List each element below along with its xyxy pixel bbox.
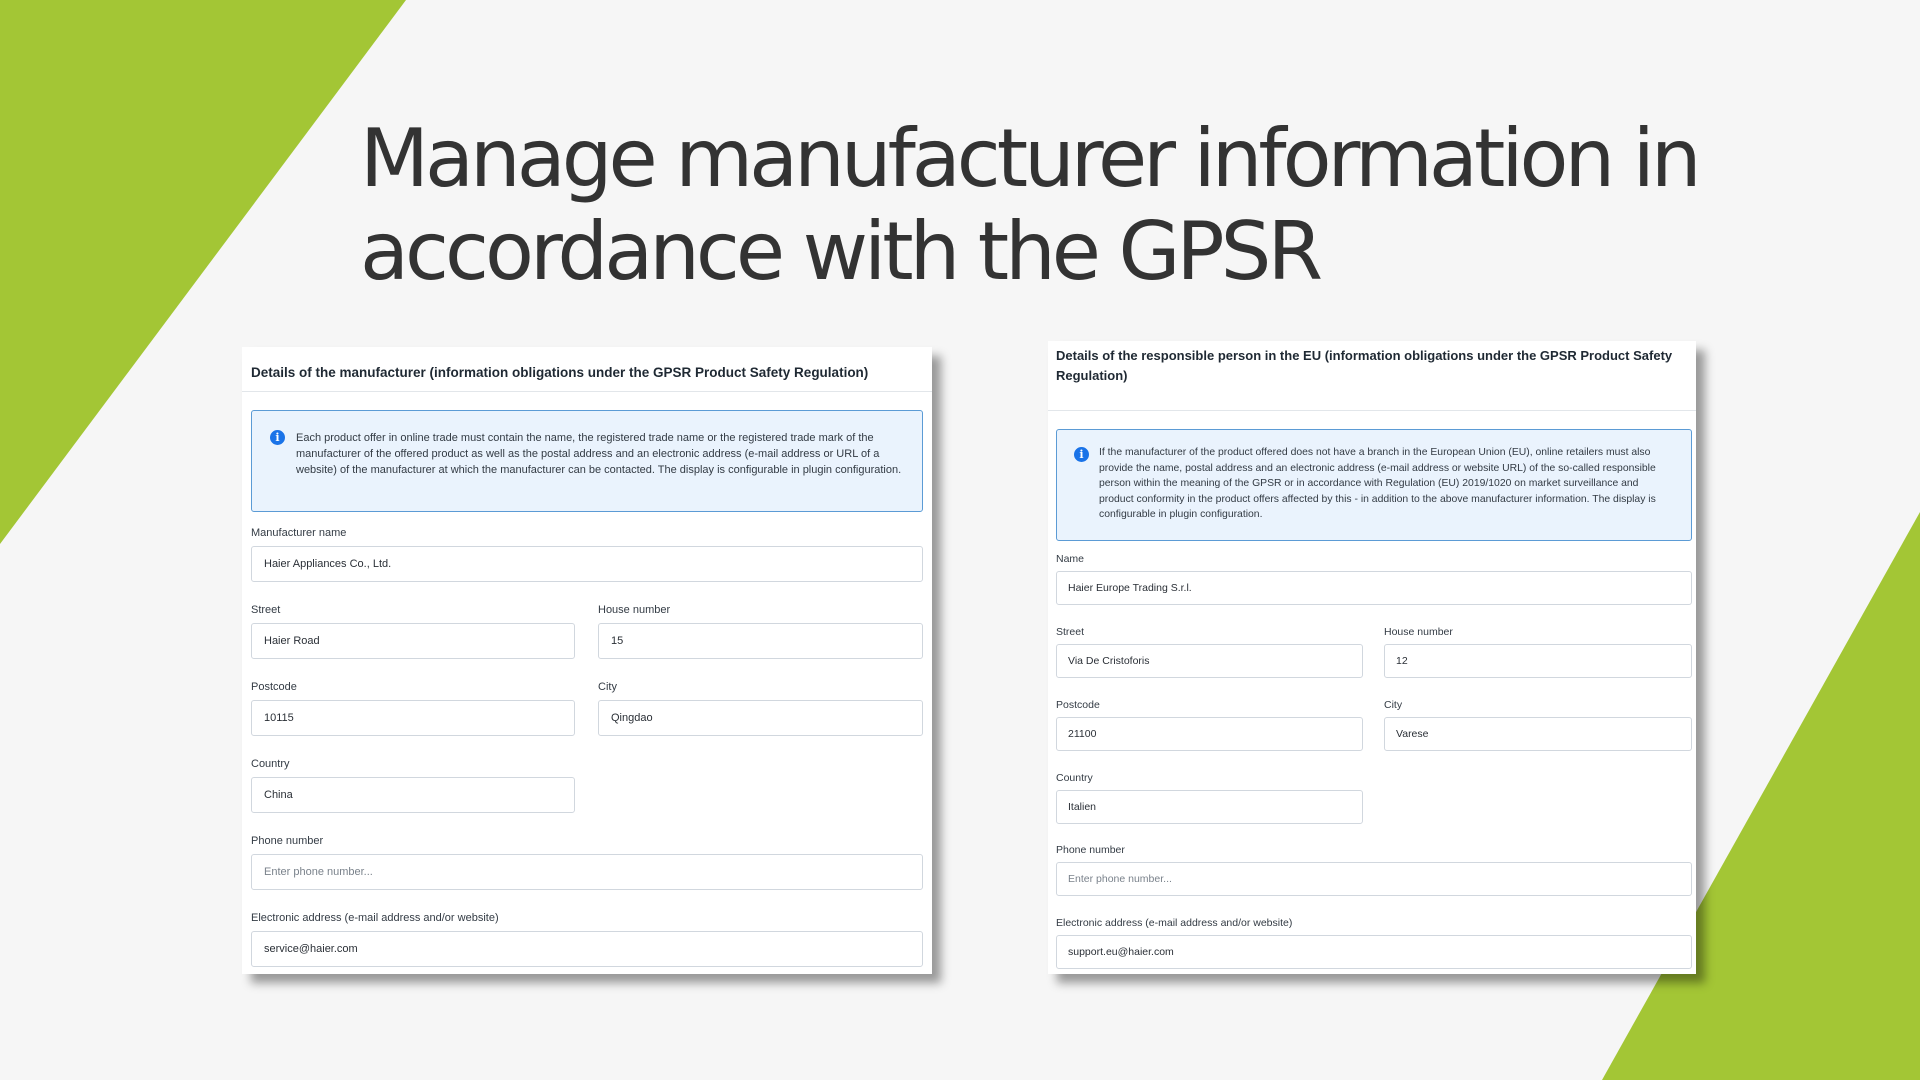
name-input[interactable]: [1056, 571, 1692, 605]
phone-input[interactable]: [251, 854, 923, 890]
postcode-label: Postcode: [251, 681, 297, 693]
manufacturer-phone-field: [251, 834, 923, 890]
manufacturer-street-field: [251, 603, 575, 659]
house-number-input[interactable]: [1384, 644, 1692, 678]
responsible-email-field: [1056, 916, 1692, 969]
responsible-street-field: [1056, 625, 1363, 678]
email-input[interactable]: [1056, 935, 1692, 969]
city-label: City: [598, 681, 617, 693]
city-input[interactable]: [1384, 717, 1692, 751]
manufacturer-city-field: [598, 680, 923, 736]
slide-title-line-2: accordance with the GPSR: [360, 205, 1320, 298]
street-label: Street: [1056, 626, 1085, 638]
responsible-info-notice: [1056, 429, 1692, 541]
manufacturer-house-number-field: [598, 603, 923, 659]
responsible-city-field: [1384, 698, 1692, 751]
header-divider: [242, 391, 932, 392]
manufacturer-details-panel: [242, 347, 932, 974]
slide-title: [360, 112, 1698, 298]
email-label: Electronic address (e-mail address and/or website): [1056, 917, 1293, 929]
responsible-postcode-field: [1056, 698, 1363, 751]
slide-title-line-1: Manage manufacturer information in: [360, 112, 1698, 205]
responsible-info-text: If the manufacturer of the product offered does not have a branch in the European Union (EU), online retailers must also provide the name, postal address and an electronic address (e-mail address or website URL) of the so-called responsible person within the meaning of the GPSR or in accordance with Regulation (EU) 2019/1020 on market surveillance and product conformity in the product offers affected by this - in addition to the above manufacturer information. The display is configurable in plugin configuration.: [1099, 447, 1656, 520]
house-number-input[interactable]: [598, 623, 923, 659]
header-divider: [1048, 410, 1696, 411]
responsible-panel-header: Details of the responsible person in the EU (information obligations under the GPSR Product Safety Regulation): [1056, 348, 1673, 383]
street-label: Street: [251, 604, 281, 616]
manufacturer-country-field: [251, 757, 575, 813]
name-label: Name: [1056, 553, 1085, 565]
country-input[interactable]: [251, 777, 575, 813]
city-label: City: [1384, 699, 1403, 711]
street-input[interactable]: [1056, 644, 1363, 678]
manufacturer-email-field: [251, 911, 923, 967]
postcode-input[interactable]: [1056, 717, 1363, 751]
manufacturer-info-notice: [251, 410, 923, 512]
house-number-label: House number: [598, 604, 671, 616]
manufacturer-name-label: Manufacturer name: [251, 527, 347, 539]
house-number-label: House number: [1384, 626, 1453, 638]
manufacturer-postcode-field: [251, 680, 575, 736]
phone-label: Phone number: [1056, 844, 1125, 856]
manufacturer-name-input[interactable]: [251, 546, 923, 582]
postcode-input[interactable]: [251, 700, 575, 736]
country-label: Country: [1056, 772, 1093, 784]
info-icon: i: [1074, 447, 1089, 462]
street-input[interactable]: [251, 623, 575, 659]
manufacturer-name-field: [251, 526, 923, 582]
responsible-person-panel: [1048, 341, 1696, 974]
phone-input[interactable]: [1056, 862, 1692, 896]
email-input[interactable]: [251, 931, 923, 967]
responsible-phone-field: [1056, 843, 1692, 896]
info-icon: i: [270, 430, 285, 445]
responsible-name-field: [1056, 552, 1692, 605]
postcode-label: Postcode: [1056, 699, 1100, 711]
email-label: Electronic address (e-mail address and/or website): [251, 912, 499, 924]
country-label: Country: [251, 758, 290, 770]
manufacturer-info-text: Each product offer in online trade must contain the name, the registered trade name or the registered trade mark of the manufacturer of the offered product as well as the postal address and an electronic address (e-mail address or URL of a website) of the manufacturer at which the manufacturer can be contacted. The display is configurable in plugin configuration.: [296, 432, 902, 476]
responsible-house-number-field: [1384, 625, 1692, 678]
country-input[interactable]: [1056, 790, 1363, 824]
responsible-country-field: [1056, 771, 1363, 824]
city-input[interactable]: [598, 700, 923, 736]
manufacturer-panel-header: Details of the manufacturer (information obligations under the GPSR Product Safety Regulation): [251, 365, 869, 380]
phone-label: Phone number: [251, 835, 324, 847]
